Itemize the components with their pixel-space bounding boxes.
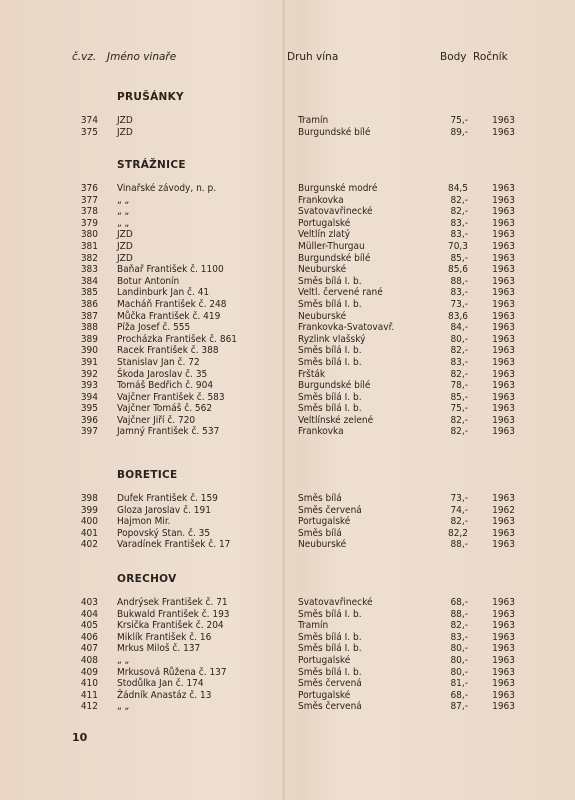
table-row [0,493,575,505]
sample-number: 380 [80,229,98,241]
table-row [0,206,575,218]
points: 80,- [450,643,468,655]
sample-number: 401 [80,527,98,539]
winemaker-name: Vinařské závody, n. p. [117,183,217,194]
sample-number: 383 [80,264,98,276]
header-vintage: Ročník [473,51,508,63]
vintage: 1963 [492,183,515,194]
wine-type: Ryzlink vlašský [298,333,366,345]
wine-type: Směs bílá I. b. [298,298,362,310]
wine-type: Portugalské [298,217,351,229]
vintage: 1963 [492,608,515,620]
sample-number: 403 [80,597,98,608]
wine-type: Tramín [298,620,329,632]
table-row [0,690,575,702]
wine-type: Burgunské modré [298,183,378,194]
wine-type: Neuburské [298,539,347,551]
vintage: 1963 [492,287,515,299]
points: 75,- [450,403,468,415]
winemaker-name: Hajmon Mir. [117,516,171,528]
section-title: ORECHOV [117,573,177,585]
wine-type: Směs bílá [298,493,342,504]
page-number: 10 [72,731,88,744]
winemaker-name: Macháň František č. 248 [117,298,227,310]
table-row [0,505,575,517]
sample-number: 395 [80,403,98,415]
wine-type: Směs červená [298,701,362,713]
header-points: Body [440,51,467,63]
winemaker-name: „ „ [117,654,130,666]
winemaker-name: Píža Josef č. 555 [117,322,191,334]
section-rows [0,115,575,138]
wine-type: Fršták [298,368,326,380]
vintage: 1963 [492,643,515,655]
points: 85,6 [447,264,468,276]
table-row [0,678,575,690]
wine-type: Veltl. červené rané [298,287,383,299]
winemaker-name: Popovský Stan. č. 35 [117,527,211,539]
vintage: 1963 [492,333,515,345]
points: 78,- [450,380,468,392]
sample-number: 385 [80,287,98,299]
points: 70,3 [447,240,468,252]
winemaker-name: Miklík František č. 16 [117,631,212,643]
vintage: 1963 [492,403,515,415]
winemaker-name: Můčka František č. 419 [117,310,221,322]
sample-number: 406 [80,631,98,643]
table-row [0,597,575,609]
vintage: 1963 [492,539,515,551]
table-row [0,426,575,438]
vintage: 1963 [492,654,515,666]
sample-number: 396 [80,414,98,426]
vintage: 1963 [492,206,515,218]
winemaker-name: Mrkus Miloš č. 137 [117,643,201,655]
wine-type: Frankovka-Svatovavř. [298,322,395,334]
winemaker-name: JZD [117,252,133,264]
wine-type: Směs bílá I. b. [298,666,362,678]
winemaker-name: Botur Antonín [117,275,180,287]
wine-type: Neuburské [298,264,347,276]
winemaker-name: JZD [117,240,133,252]
points: 82,- [450,345,468,357]
sample-number: 386 [80,298,98,310]
wine-type: Tramín [298,115,329,126]
wine-type: Směs bílá I. b. [298,631,362,643]
vintage: 1963 [492,368,515,380]
table-row [0,253,575,265]
wine-type: Směs bílá I. b. [298,608,362,620]
table-row [0,357,575,369]
table-row [0,334,575,346]
sample-number: 400 [80,516,98,528]
sample-number: 409 [80,666,98,678]
vintage: 1963 [492,356,515,368]
vintage: 1963 [492,701,515,713]
winemaker-name: Racek František č. 388 [117,345,219,357]
sample-number: 376 [80,183,98,194]
winemaker-name: JZD [117,115,133,126]
table-header [0,51,575,67]
section-title: BORETICE [117,469,178,481]
points: 87,- [450,701,468,713]
winemaker-name: Dufek František č. 159 [117,493,218,504]
sample-number: 393 [80,380,98,392]
points: 80,- [450,666,468,678]
vintage: 1963 [492,620,515,632]
vintage: 1963 [492,126,515,138]
winemaker-name: JZD [117,126,133,138]
wine-type: Směs bílá I. b. [298,391,362,403]
table-row [0,183,575,195]
section-title: PRUŠÁNKY [117,91,184,103]
sample-number: 392 [80,368,98,380]
winemaker-name: Vajčner Jiří č. 720 [117,414,196,426]
points: 85,- [450,252,468,264]
vintage: 1963 [492,264,515,276]
table-row [0,701,575,713]
section-title: STRÁŽNICE [117,159,186,171]
table-row [0,241,575,253]
table-row [0,229,575,241]
table-row [0,195,575,207]
winemaker-name: Mrkusová Růžena č. 137 [117,666,227,678]
wine-type: Svatovavřinecké [298,206,373,218]
table-row [0,667,575,679]
winemaker-name: Jamný František č. 537 [117,426,220,438]
winemaker-name: Varadínek František č. 17 [117,539,231,551]
sample-number: 397 [80,426,98,438]
table-row [0,620,575,632]
wine-type: Směs bílá I. b. [298,356,362,368]
table-row [0,643,575,655]
table-row [0,345,575,357]
vintage: 1963 [492,298,515,310]
table-row [0,392,575,404]
vintage: 1963 [492,322,515,334]
table-row [0,632,575,644]
sample-number: 411 [80,689,98,701]
points: 83,- [450,229,468,241]
sample-number: 391 [80,356,98,368]
points: 73,- [450,298,468,310]
table-row [0,415,575,427]
points: 83,- [450,287,468,299]
wine-type: Směs bílá I. b. [298,643,362,655]
table-row [0,539,575,551]
table-row [0,380,575,392]
wine-type: Svatovavřinecké [298,597,373,608]
vintage: 1963 [492,631,515,643]
table-row [0,311,575,323]
sample-number: 379 [80,217,98,229]
points: 88,- [450,539,468,551]
vintage: 1963 [492,666,515,678]
points: 82,- [450,620,468,632]
winemaker-name: Andrýsek František č. 71 [117,597,228,608]
sample-number: 398 [80,493,98,504]
winemaker-name: Baňař František č. 1100 [117,264,224,276]
sample-number: 390 [80,345,98,357]
vintage: 1963 [492,516,515,528]
vintage: 1963 [492,115,515,126]
vintage: 1963 [492,345,515,357]
sample-number: 407 [80,643,98,655]
section-rows [0,183,575,438]
sample-number: 402 [80,539,98,551]
sample-number: 378 [80,206,98,218]
table-row [0,299,575,311]
vintage: 1963 [492,310,515,322]
winemaker-name: Stanislav Jan č. 72 [117,356,200,368]
table-row [0,516,575,528]
points: 88,- [450,275,468,287]
winemaker-name: Bukwald František č. 193 [117,608,230,620]
points: 83,- [450,356,468,368]
table-row [0,369,575,381]
points: 85,- [450,391,468,403]
winemaker-name: „ „ [117,206,130,218]
points: 82,- [450,368,468,380]
wine-type: Frankovka [298,426,344,438]
sample-number: 412 [80,701,98,713]
sample-number: 394 [80,391,98,403]
wine-type: Veltlín zlatý [298,229,351,241]
wine-type: Portugalské [298,654,351,666]
sample-number: 410 [80,678,98,690]
winemaker-name: Stodůlka Jan č. 174 [117,678,204,690]
wine-type: Portugalské [298,516,351,528]
sample-number: 375 [80,126,98,138]
winemaker-name: „ „ [117,194,130,206]
points: 73,- [450,493,468,504]
wine-type: Směs bílá I. b. [298,403,362,415]
points: 80,- [450,333,468,345]
header-winemaker-name: Jméno vinaře [107,51,177,63]
table-row [0,403,575,415]
table-row [0,322,575,334]
table-row [0,609,575,621]
table-row [0,655,575,667]
winemaker-name: Vajčner Tomáš č. 562 [117,403,213,415]
sample-number: 388 [80,322,98,334]
vintage: 1963 [492,527,515,539]
section-rows [0,597,575,713]
points: 80,- [450,654,468,666]
wine-type: Směs bílá I. b. [298,275,362,287]
winemaker-name: Krsička František č. 204 [117,620,224,632]
sample-number: 382 [80,252,98,264]
wine-type: Směs červená [298,678,362,690]
section-rows [0,493,575,551]
table-row [0,528,575,540]
sample-number: 389 [80,333,98,345]
vintage: 1963 [492,493,515,504]
points: 68,- [450,597,468,608]
winemaker-name: Tomáš Bedřich č. 904 [117,380,214,392]
header-wine-type: Druh vína [287,51,339,63]
table-row [0,218,575,230]
table-row [0,276,575,288]
winemaker-name: Landinburk Jan č. 41 [117,287,210,299]
points: 82,- [450,414,468,426]
points: 82,- [450,516,468,528]
winemaker-name: „ „ [117,217,130,229]
sample-number: 399 [80,504,98,516]
winemaker-name: Škoda Jaroslav č. 35 [117,368,208,380]
points: 81,- [450,678,468,690]
sample-number: 374 [80,115,98,126]
points: 84,5 [447,183,468,194]
points: 88,- [450,608,468,620]
wine-type: Müller-Thurgau [298,240,365,252]
header-sample-number: č.vz. [72,51,97,63]
wine-type: Směs bílá I. b. [298,345,362,357]
vintage: 1963 [492,678,515,690]
wine-type: Směs červená [298,504,362,516]
table-row [0,115,575,127]
wine-type: Burgundské bílé [298,380,371,392]
sample-number: 377 [80,194,98,206]
vintage: 1963 [492,275,515,287]
winemaker-name: Vajčner František č. 583 [117,391,225,403]
points: 82,- [450,194,468,206]
vintage: 1963 [492,240,515,252]
points: 75,- [450,115,468,126]
vintage: 1963 [492,194,515,206]
wine-type: Frankovka [298,194,344,206]
wine-type: Veltlínské zelené [298,414,374,426]
winemaker-name: Gloza Jaroslav č. 191 [117,504,211,516]
wine-type: Směs bílá [298,527,342,539]
wine-type: Burgundské bílé [298,252,371,264]
sample-number: 381 [80,240,98,252]
points: 68,- [450,689,468,701]
points: 74,- [450,504,468,516]
points: 83,- [450,631,468,643]
points: 83,- [450,217,468,229]
table-row [0,127,575,139]
table-row [0,287,575,299]
points: 83,6 [447,310,468,322]
vintage: 1962 [492,504,515,516]
sample-number: 404 [80,608,98,620]
vintage: 1963 [492,217,515,229]
wine-type: Burgundské bílé [298,126,371,138]
vintage: 1963 [492,426,515,438]
points: 84,- [450,322,468,334]
sample-number: 405 [80,620,98,632]
winemaker-name: Žádník Anastáz č. 13 [117,689,212,701]
wine-type: Neuburské [298,310,347,322]
winemaker-name: Procházka František č. 861 [117,333,238,345]
vintage: 1963 [492,391,515,403]
table-row [0,264,575,276]
winemaker-name: „ „ [117,701,130,713]
vintage: 1963 [492,597,515,608]
wine-type: Portugalské [298,689,351,701]
vintage: 1963 [492,414,515,426]
sample-number: 408 [80,654,98,666]
sample-number: 384 [80,275,98,287]
vintage: 1963 [492,229,515,241]
vintage: 1963 [492,380,515,392]
vintage: 1963 [492,252,515,264]
winemaker-name: JZD [117,229,133,241]
vintage: 1963 [492,689,515,701]
points: 82,- [450,206,468,218]
points: 82,2 [447,527,468,539]
points: 82,- [450,426,468,438]
sample-number: 387 [80,310,98,322]
points: 89,- [450,126,468,138]
